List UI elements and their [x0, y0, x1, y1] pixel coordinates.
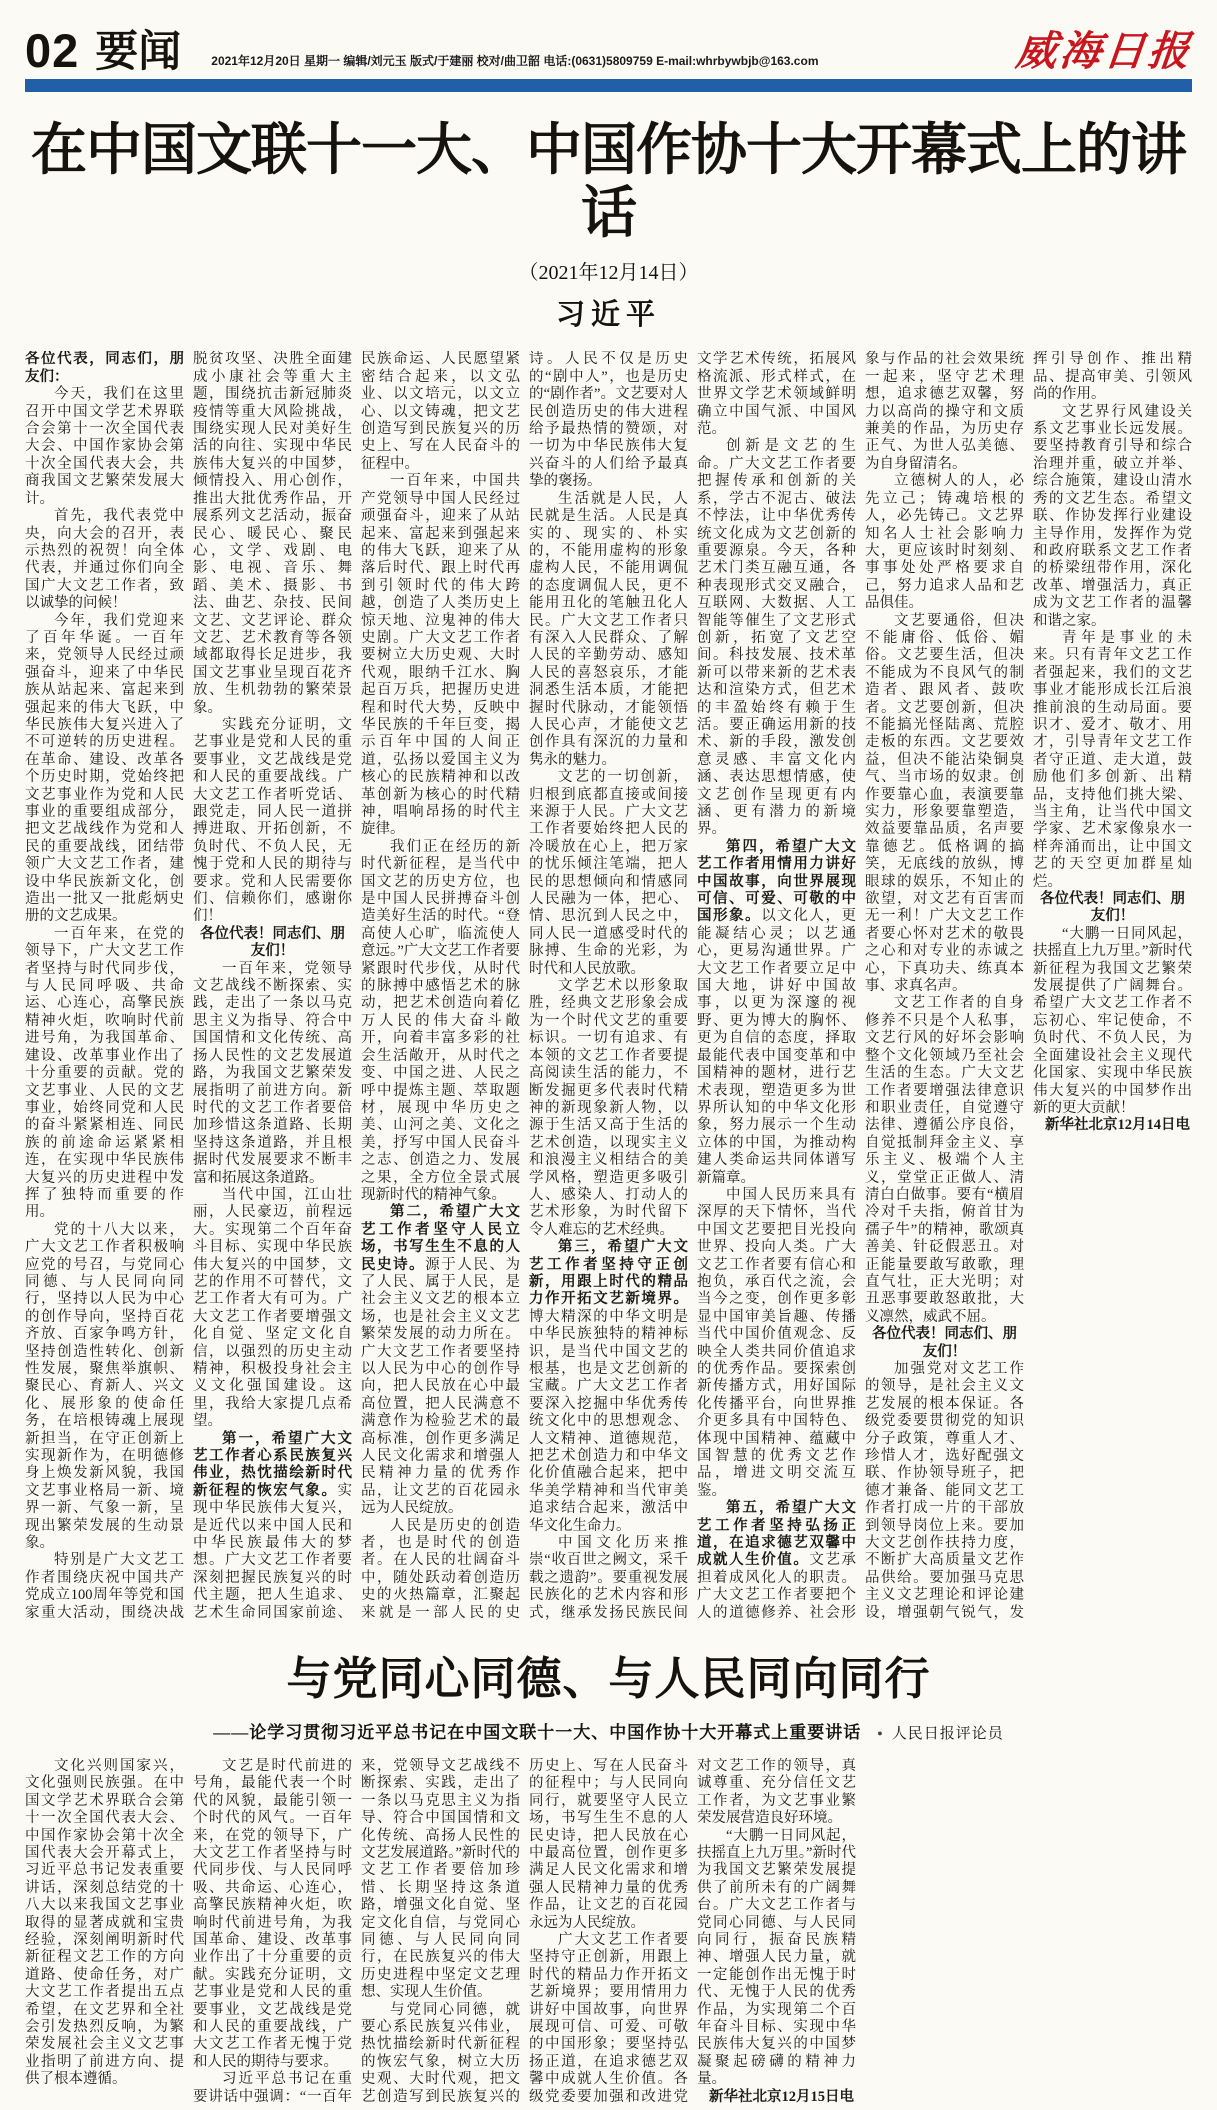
paragraph: 第四，希望广大文艺工作者用情用力讲好中国故事，向世界展现可信、可爱、可敬的中国形象。以文化人，更能凝结心灵；以艺通心，更易沟通世界。广大文艺工作者要立足中国大地，讲好中国故事，以更为深邃的视野、更为博大的胸怀、更为自信的态度，择取最能代表中国变革和中国精神的题材，进行艺术表现，塑造更多为世界所认知的中华文化形象，努力展示一个生动立体的中国，为推动构建人类命运共同体谱写新篇章。 — [697, 838, 857, 1186]
page-header — [25, 16, 1195, 77]
paragraph: 特别是广大文艺工作者围绕庆祝中国共产党成立100周年等党和国家重大活动，围绕决战脱贫攻坚、决胜全面建成小康社会等重大主题，围绕抗击新冠肺炎疫情等重大风险挑战，围绕实现人民对美好生活的向往、实现中华民族伟大复兴的中国梦，倾情投入、用心创作，推出大批优秀作品，开展系列文艺活动，振奋民心、暖民心、聚民心，文学、戏剧、电影、电视、音乐、舞蹈、美术、摄影、书法、曲艺、杂技、民间文艺、文艺评论、群众文艺、艺术教育等各领域都取得长足进步，我国文艺事业呈现百花齐放、生机勃勃的繁荣景象。 — [25, 351, 352, 1621]
commentary-headline: 与党同心同德、与人民同向同行 — [286, 1654, 931, 1705]
speech-article — [25, 120, 1192, 1631]
paragraph: 各位代表，同志们，朋友们： — [25, 351, 184, 385]
paragraph: 首先，我代表党中央，向大会的召开，表示热烈的祝贺！向全体代表，并通过你们向全国广大文艺工作者，致以诚挚的问候！ — [25, 508, 184, 612]
paragraph-lead: 第一，希望广大文艺工作者心系民族复兴伟业，热忱描绘新时代新征程的恢宏气象。 — [193, 1430, 352, 1499]
masthead-meta: 2021年12月20日 星期一 编辑/刘元玉 版式/于建丽 校对/曲卫韶 电话:(0631)5809759 E-mail:whrbywbjb@163.com — [211, 54, 819, 68]
commentary-subtitle-row — [25, 1718, 1192, 1743]
paragraph: 第二，希望广大文艺工作者坚守人民立场，书写生生不息的人民史诗。源于人民、为了人民、属于人民，是社会主义文艺的根本立场，也是社会主义文艺繁荣发展的动力所在。广大文艺工作者要坚持以人民为中心的创作导向，把人民放在心中最高位置，把人民满意不满意作为检验艺术的最高标准，创作更多满足人民文化需求和增强人民精神力量的优秀作品，让文艺的百花园永远为人民绽放。 — [361, 1204, 521, 1517]
paragraph: “大鹏一日同风起，扶摇直上九万里。”新时代新征程为我国文艺繁荣发展提供了广阔舞台。希望广大文艺工作者不忘初心、牢记使命，不负时代、不负人民，为全面建设社会主义现代化国家、实现中华民族伟大复兴的中国梦作出新的更大贡献！ — [1033, 925, 1192, 1116]
paragraph: 今天，我们在这里召开中国文学艺术界联合会第十一次全国代表大会、中国作家协会第十次全国代表大会，共商我国文艺繁荣发展大计。 — [25, 386, 184, 507]
page-number: 02 — [25, 24, 80, 77]
header-divider-bar — [25, 79, 1192, 92]
paragraph-lead: 第四，希望广大文艺工作者用情用力讲好中国故事，向世界展现可信、可爱、可敬的中国形象。 — [697, 838, 856, 925]
paragraph: 我们正在经历的新时代新征程，是当代中国文艺的历史方位，也是中国人民拼搏奋斗创造美好生活的时代。“登高使人心旷，临流使人意远。”广大文艺工作者要紧跟时代步伐，从时代的脉搏中感悟艺术的脉动，把艺术创造向着亿万人民的伟大奋斗敞开，向着丰富多彩的社会生活敞开，从时代之变、中国之进、人民之呼中提炼主题、萃取题材，展现中华历史之美、山河之美、文化之美，抒写中国人民奋斗之志、创造之力、发展之果，全方位全景式展现新时代的精神气象。 — [361, 838, 520, 1203]
commentary-subtitle: ——论学习贯彻习近平总书记在中国文联十一大、中国作协十大开幕式上重要讲话 — [213, 1722, 862, 1742]
byline-separator-icon: ● — [877, 1727, 884, 1738]
paragraph: 今年，我们党迎来了百年华诞。一百年来，党领导人民经过顽强奋斗，迎来了中华民族从站起来、富起来到强起来的伟大飞跃，中华民族伟大复兴进入了不可逆转的历史进程。在革命、建设、改革各个历史时期，党始终把文艺事业作为党和人民事业的重要组成部分，把文艺战线作为党和人民的重要战线，团结带领广大文艺工作者，建设中华民族新文化，创造出一批又一批彪炳史册的文艺成果。 — [25, 612, 184, 925]
paragraph: 广大文艺工作者要坚持守正创新，用跟上时代的精品力作开拓文艺新境界；要用情用力讲好中国故事，向世界展现可信、可爱、可敬的中国形象；要坚持弘扬正道，在追求德艺双馨中成就人生价值。各级党委要加强和改进党对文艺工作的领导，真诚尊重、充分信任文艺工作者，为文艺事业繁荣发展营造良好环境。 — [529, 1757, 856, 2105]
paragraph: 中国人民历来具有深厚的天下情怀，当代中国文艺要把目光投向世界、投向人类。广大文艺工作者要有信心和抱负，承百代之流，会当今之变，创作更多彰显中国审美旨趣、传播当代中国价值观念、反映全人类共同价值追求的优秀作品。要探索创新传播方式，用好国际化传播平台，向世界推介更多具有中国特色、体现中国精神、蕴藏中国智慧的优秀文艺作品，增进文明交流互鉴。 — [697, 1186, 856, 1499]
paragraph: 中国文化历来推崇“收百世之阙文，采千载之遗韵”。要重视发展民族化的艺术内容和形式，继承发扬民族民间文学艺术传统，拓展风格流派、形式样式，在世界文学艺术领域鲜明确立中国气派、中国风范。 — [529, 351, 856, 1621]
paragraph: 文艺的一切创新，归根到底都直接或间接来源于人民。广大文艺工作者要始终把人民的冷暖放在心上，把万家的忧乐倾注笔端，把人民的思想倾向和情感同人民融为一体，把心、情、思沉到人民之中，同人民一道感受时代的脉搏、生命的光彩，为时代和人民放歌。 — [529, 769, 688, 977]
paragraph: 一百年来，中国共产党领导中国人民经过顽强奋斗，迎来了从站起来、富起来到强起来的伟大飞跃，迎来了从落后时代、跟上时代再到引领时代的伟大跨越，创造了人类历史上惊天地、泣鬼神的伟大史剧。广大文艺工作者要树立大历史观、大时代观，眼纳千江水、胸起百万兵，把握历史进程和时代大势，反映中华民族的千年巨变，揭示百年中国的人间正道，弘扬以爱国主义为核心的民族精神和以改革创新为核心的时代精神，唱响昂扬的时代主旋律。 — [361, 473, 520, 838]
paragraph: 第一，希望广大文艺工作者心系民族复兴伟业，热忱描绘新时代新征程的恢宏气象。实现中华民族伟大复兴，是近代以来中国人民和中华民族最伟大的梦想。广大文艺工作者要深刻把握民族复兴的时代主题，把人生追求、艺术生命同国家前途、民族命运、人民愿望紧密结合起来，以文弘业、以文培元，以文立心、以文铸魂，把文艺创造写到民族复兴的历史上、写在人民奋斗的征程中。 — [193, 351, 520, 1621]
paragraph: 一百年来，在党的领导下，广大文艺工作者坚持与时代同步伐，与人民同呼吸、共命运、心连心，高擎民族精神火炬，吹响时代前进号角，为我国革命、建设、改革事业作出了十分重要的贡献。党的文艺事业、人民的文艺事业，始终同党和人民的奋斗紧紧相连、同民族的前途命运紧紧相连，在实现中华民族伟大复兴的历史进程中发挥了独特而重要的作用。 — [25, 925, 184, 1221]
paragraph: 一百年来，党领导文艺战线不断探索、实践，走出了一条以马克思主义为指导、符合中国国情和文化传统、高扬人民性的文艺发展道路，为我国文艺繁荣发展指明了前进方向。新时代的文艺工作者要倍加珍惜这条道路、长期坚持这条道路，并且根据时代发展要求不断丰富和拓展这条道路。 — [193, 960, 352, 1186]
commentary-body-columns — [25, 1758, 1192, 2110]
speech-author: 习近平 — [555, 299, 661, 332]
paragraph: 与党同心同德，就要心系民族复兴伟业，热忱描绘新时代新征程的恢宏气象，树立大历史观、大时代观，把文艺创造写到民族复兴的历史上、写在人民奋斗的征程中；与人民同向同行，就要坚守人民立场，书写生生不息的人民史诗，把人民放在心中最高位置，创作更多满足人民文化需求和增强人民精神力量的优秀作品，让文艺的百花园永远为人民绽放。 — [361, 1757, 688, 2105]
paragraph: 文学艺术以形象取胜，经典文艺形象会成为一个时代文艺的重要标识。一切有追求、有本领的文艺工作者要提高阅读生活的能力，不断发掘更多代表时代精神的新现象新人物，以源于生活又高于生活的艺术创造，以现实主义和浪漫主义相结合的美学风格，塑造更多吸引人、感染人、打动人的艺术形象，为时代留下令人难忘的艺术经典。 — [529, 978, 688, 1238]
paragraph: 习近平总书记在重要讲话中强调：“一百年来，党领导文艺战线不断探索、实践，走出了一条以马克思主义为指导、符合中国国情和文化传统、高扬人民性的文艺发展道路。”新时代的文艺工作者要倍加珍惜、长期坚持这条道路，增强文化自觉、坚定文化自信，与党同心同德、与人民同向同行，在民族复兴的伟大历史进程中坚定文艺理想、实现人生价值。 — [193, 1757, 520, 2105]
paragraph: 当代中国，江山壮丽，人民豪迈，前程远大。实现第二个百年奋斗目标、实现中华民族伟大复兴的中国梦，文艺的作用不可替代，文艺工作者大有可为。广大文艺工作者要增强文化自觉、坚定文化自信，以强烈的历史主动精神，积极投身社会主义文化强国建设。这里，我给大家提几点希望。 — [193, 1186, 352, 1430]
paragraph: 生活就是人民，人民就是生活。人民是真实的、现实的、朴实的，不能用虚构的形象虚构人民，不能用调侃的态度调侃人民，更不能用丑化的笔触丑化人民。广大文艺工作者只有深入人民群众、了解人民的辛勤劳动、感知人民的喜怒哀乐，才能洞悉生活本质，才能把握时代脉动，才能领悟人民心声，才能使文艺创作具有深沉的力量和隽永的魅力。 — [529, 490, 688, 768]
paragraph: 立德树人的人，必先立己；铸魂培根的人，必先铸己。文艺界知名人士社会影响力大，更应该时时刻刻、事事处处严格要求自己，努力追求人品和艺品俱佳。 — [865, 473, 1024, 612]
paragraph: 文艺界行风建设关系文艺事业长远发展。要坚持教育引导和综合治理并重，破立并举、综合施策，建设山清水秀的文艺生态。希望文联、作协发挥行业建设主导作用，发挥作为党和政府联系文艺工作者的桥梁纽带作用，深化改革、增强活力，真正成为文艺工作者的温馨和谐之家。 — [1033, 403, 1192, 629]
paragraph: 实践充分证明，文艺事业是党和人民的重要事业，文艺战线是党和人民的重要战线。广大文艺工作者听党话、跟党走，同人民一道拼搏进取、开拓创新，不负时代、不负人民，无愧于党和人民的期待与要求。党和人民需要你们、信赖你们，感谢你们！ — [193, 716, 352, 925]
xinhua-credit: 新华社北京12月14日电 — [1045, 1117, 1190, 1134]
paragraph-lead: 第三，希望广大文艺工作者坚持守正创新，用跟上时代的精品力作开拓文艺新境界。 — [529, 1239, 688, 1308]
paragraph: 加强党对文艺工作的领导，是社会主义文艺发展的根本保证。各级党委要贯彻党的知识分子政策，尊重人才、珍惜人才，选好配强文联、作协领导班子，把德才兼备、能同文艺工作者打成一片的干部放到领导岗位上来。要加大文艺创作扶持力度，不断扩大高质量文艺作品供给。要加强马克思主义文艺理论和评论建设，增强朝气锐气，发挥引导创作、推出精品、提高审美、引领风尚的作用。 — [865, 351, 1192, 1621]
paragraph: 文艺要通俗，但决不能庸俗、低俗、媚俗。文艺要生活，但决不能成为不良风气的制造者、跟风者、鼓吹者。文艺要创新，但决不能搞光怪陆离、荒腔走板的东西。文艺要效益，但决不能沾染铜臭气、当市场的奴隶。创作要靠心血，表演要靠实力，形象要靠塑造，效益要靠品质，名声要靠德艺。低格调的搞笑，无底线的放纵，博眼球的娱乐，不知止的欲望，对文艺有百害而无一利！广大文艺工作者要心怀对艺术的敬畏之心和对专业的赤诚之心，下真功夫、练真本事、求真名声。 — [865, 612, 1024, 995]
paragraph-lead: 第五，希望广大文艺工作者坚持弘扬正道，在追求德艺双馨中成就人生价值。 — [697, 1500, 856, 1569]
section-title: 要闻 — [95, 28, 182, 76]
newspaper-logo: 威海日报 — [1013, 27, 1195, 75]
commentary-article — [25, 1655, 1192, 2110]
paragraph: 创新是文艺的生命。广大文艺工作者要把握传承和创新的关系，学古不泥古、破法不悖法，让中华优秀传统文化成为文艺创新的重要源泉。今天，各种艺术门类互融互通，各种表现形式交叉融合，互联网、大数据、人工智能等催生了文艺形式创新，拓宽了文艺空间。科技发展、技术革新可以带来新的艺术表达和渲染方式，但艺术的丰盈始终有赖于生活。要正确运用新的技术、新的手段，激发创意灵感、丰富文化内涵、表达思想情感，使文艺创作呈现更有内涵、更有潜力的新境界。 — [697, 438, 856, 838]
xinhua-credit: 新华社北京12月15日电 — [709, 2088, 854, 2105]
paragraph: 文艺是时代前进的号角，最能代表一个时代的风貌，最能引领一个时代的风气。一百年来，在党的领导下，广大文艺工作者坚持与时代同步伐、与人民同呼吸、共命运、心连心，高擎民族精神火炬，吹响时代前进号角，为我国革命、建设、改革事业作出了十分重要的贡献。实践充分证明，文艺事业是党和人民的重要事业，文艺战线是党和人民的重要战线，广大文艺工作者无愧于党和人民的期待与要求。 — [193, 1757, 352, 2070]
speech-dateline: （2021年12月14日） — [518, 262, 699, 285]
speech-body-columns — [25, 351, 1192, 1631]
paragraph: “大鹏一日同风起，扶摇直上九万里。”新时代为我国文艺繁荣发展提供了前所未有的广阔舞台。广大文艺工作者与党同心同德、与人民同向同行，振奋民族精神、增强人民力量，就一定能创作出无愧于时代、无愧于人民的优秀作品，为实现第二个百年奋斗目标、实现中华民族伟大复兴的中国梦凝聚起磅礴的精神力量。 — [697, 1827, 856, 2088]
paragraph: 各位代表！同志们、朋友们！ — [872, 1326, 1017, 1360]
paragraph: 各位代表！同志们、朋友们！ — [200, 925, 345, 960]
speech-headline: 在中国文联十一大、中国作协十大开幕式上的讲话 — [31, 120, 1186, 245]
paragraph-lead: 第二，希望广大文艺工作者坚守人民立场，书写生生不息的人民史诗。 — [361, 1204, 520, 1273]
paragraph: 第五，希望广大文艺工作者坚持弘扬正道，在追求德艺双馨中成就人生价值。文艺承担着成风化人的职责。广大文艺工作者要把个人的道德修养、社会形象与作品的社会效果统一起来，坚守艺术理想，追求德艺双馨，努力以高尚的操守和文质兼美的作品，为历史存正气、为世人弘美德、为自身留清名。 — [697, 351, 1024, 1621]
commentary-byline: 人民日报评论员 — [891, 1725, 1004, 1742]
paragraph: 文艺工作者的自身修养不只是个人私事，文艺行风的好坏会影响整个文化领域乃至社会生活的生态。广大文艺工作者要增强法律意识和职业责任，自觉遵守法律、遵循公序良俗，自觉抵制拜金主义、享乐主义、极端个人主义，堂堂正正做人、清清白白做事。要有“横眉冷对千夫指，俯首甘为孺子牛”的精神，歌颂真善美、针砭假恶丑。对正能量要敢写敢歌，理直气壮，正大光明；对丑恶事要敢怒敢批，大义凛然，威武不屈。 — [865, 995, 1024, 1325]
paragraph: 党的十八大以来，广大文艺工作者积极响应党的号召，与党同心同德、与人民同向同行，坚持以人民为中心的创作导向，坚持百花齐放、百家争鸣方针，坚持创造性转化、创新性发展，聚焦举旗帜、聚民心、育新人、兴文化、展形象的使命任务，在培根铸魂上展现新担当，在守正创新上实现新作为，在明德修身上焕发新风貌，我国文艺事业格局一新、境界一新、气象一新，呈现出繁荣发展的生动景象。 — [25, 1221, 184, 1552]
paragraph: 各位代表！同志们、朋友们！ — [1040, 891, 1185, 925]
paragraph: 第三，希望广大文艺工作者坚持守正创新，用跟上时代的精品力作开拓文艺新境界。博大精深的中华文明是中华民族独特的精神标识，是当代中国文艺的根基，也是文艺创新的宝藏。广大文艺工作者要深入挖掘中华优秀传统文化中的思想观念、人文精神、道德规范，把艺术创造力和中华文化价值融合起来，把中华美学精神和当代审美追求结合起来，激活中华文化生命力。 — [529, 1239, 688, 1534]
paragraph: 青年是事业的未来。只有青年文艺工作者强起来，我们的文艺事业才能形成长江后浪推前浪的生动局面。要识才、爱才、敬才、用才，引导青年文艺工作者守正道、走大道，鼓励他们多创新、出精品，支持他们挑大梁、当主角，让当代中国文学家、艺术家像泉水一样奔涌而出，让中国文艺的天空更加群星灿烂。 — [1033, 629, 1192, 890]
paragraph: 文化兴则国家兴，文化强则民族强。在中国文学艺术界联合会第十一次全国代表大会、中国作家协会第十次全国代表大会开幕式上，习近平总书记发表重要讲话，深刻总结党的十八大以来我国文艺事业取得的显著成就和宝贵经验，深刻阐明新时代新征程文艺工作的方向道路、使命任务，对广大文艺工作者提出五点希望，在文艺界和全社会引发热烈反响，为繁荣发展社会主义文艺事业指明了前进方向、提供了根本遵循。 — [25, 1757, 184, 2088]
paragraph: 人民是历史的创造者，也是时代的创造者。在人民的壮阔奋斗中，随处跃动着创造历史的火热篇章，汇聚起来就是一部人民的史诗。人民不仅是历史的“剧中人”，也是历史的“剧作者”。文艺要对人民创造历史的伟大进程给予最热情的赞颂，对一切为中华民族伟大复兴奋斗的人们给予最真挚的褒扬。 — [361, 351, 688, 1621]
